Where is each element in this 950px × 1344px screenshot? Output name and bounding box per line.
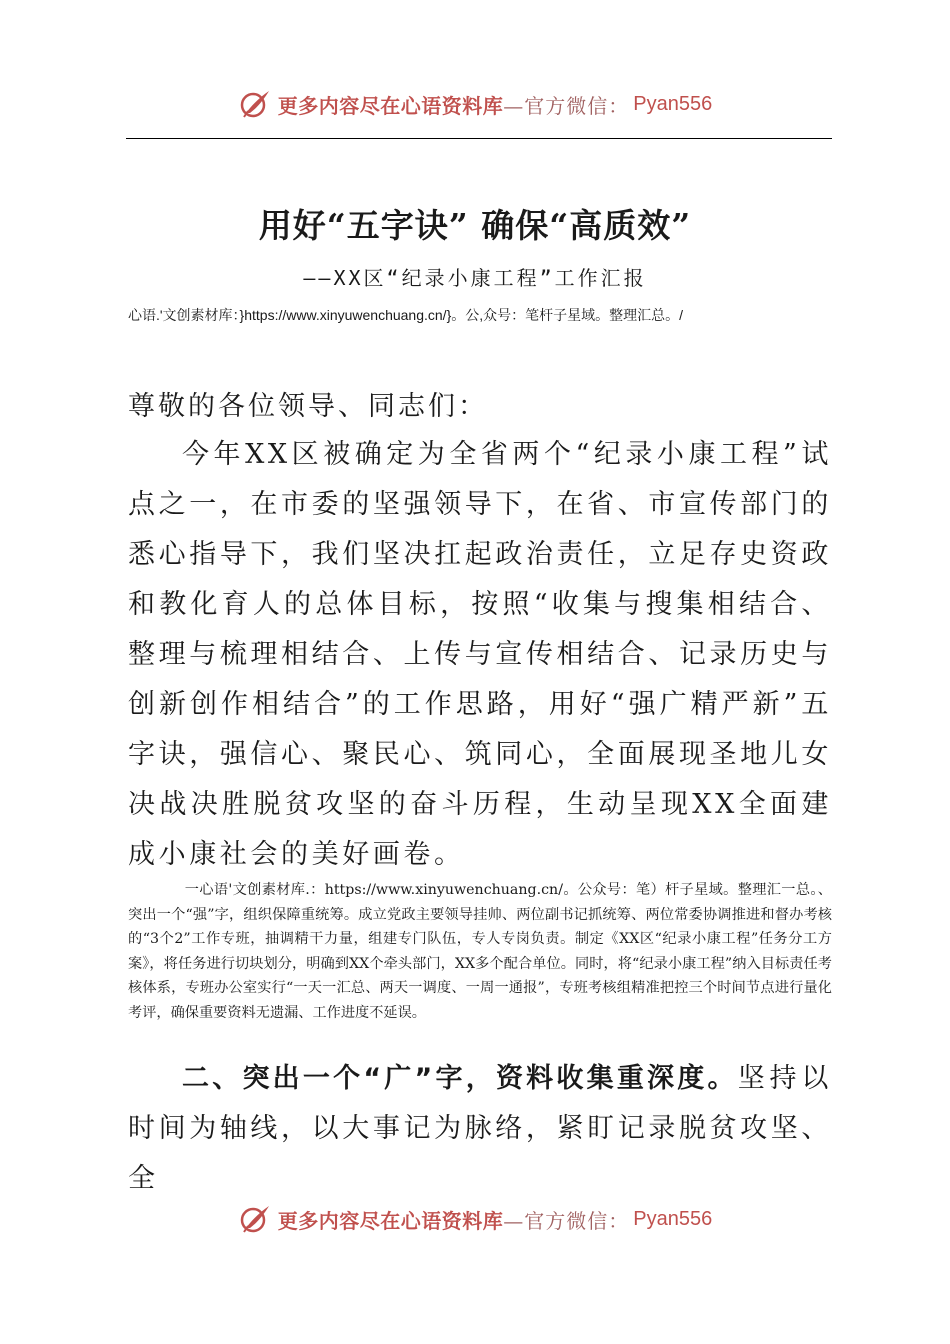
source-note: 心语.'文创素材库：}https://www.xinyuwenchuang.cn/}。公,众号：笔杆子星域。整理汇总。/ (128, 307, 684, 323)
footer-wechat-id: Pyan556 (633, 1207, 713, 1230)
quill-logo-icon (238, 1202, 272, 1236)
paragraph-intro: 今年XX区被确定为全省两个“纪录小康工程”试点之一，在市委的坚强领导下，在省、市宣传部门的悉心指导下，我们坚决扛起政治责任，立足存史资政和教化育人的总体目标，按照“收集与搜集相结合、整理与梳理相结合、上传与宣传相结合、记录历史与创新创作相结合”的工作思路，用好“强广精严新”五字诀，强信心、聚民心、筑同心，全面展现圣地儿女决战决胜脱贫攻坚的奋斗历程，生动呈现XX全面建成小康社会的美好画卷。 (128, 439, 832, 870)
section-two-heading: 二、突出一个“广”字，资料收集重深度。 (182, 1063, 738, 1094)
section-two-body: 坚持以时间为轴线，以大事记为脉络，紧盯记录脱贫攻坚、全 (128, 1063, 832, 1194)
header-banner (0, 84, 950, 124)
paragraph-section-two (128, 1054, 832, 1204)
salutation: 尊敬的各位领导、同志们： (128, 391, 488, 422)
quill-logo-icon (238, 87, 272, 121)
footer-banner (0, 1199, 950, 1239)
banner-brand: 更多内容尽在心语资料库 (277, 93, 504, 118)
footer-separator: —官方微信： (503, 1208, 630, 1233)
header-rule (126, 138, 832, 139)
document-subtitle: ——XX区“纪录小康工程”工作汇报 (303, 266, 647, 290)
banner-wechat-id: Pyan556 (633, 92, 713, 115)
document-title: 用好“五字诀” 确保“高质效” (258, 206, 692, 245)
paragraph-section-one: 一心语'文创素材库.：https://www.xinyuwenchuang.cn/。公众号：笔）杆子星域。整理汇一总。、突出一个“强”字，组织保障重统筹。成立党政主要领导挂帅、两位副书记抓统筹、两位常委协调推进和督办考核的“3个2”工作专班，抽调精干力量，组建专门队伍，专人专岗负责。制定《XX区“纪录小康工程”任务分工方案》，将任务进行切块划分，明确到XX个牵头部门，XX多个配合单位。同时，将“纪录小康工程”纳入目标责任考核体系，专班办公室实行“一天一汇总、两天一调度、一周一通报”，专班考核组精准把控三个时间节点进行量化考评，确保重要资料无遗漏、工作进度不延误。 (128, 882, 832, 1021)
footer-brand: 更多内容尽在心语资料库 (277, 1208, 504, 1233)
banner-separator: —官方微信： (503, 93, 630, 118)
